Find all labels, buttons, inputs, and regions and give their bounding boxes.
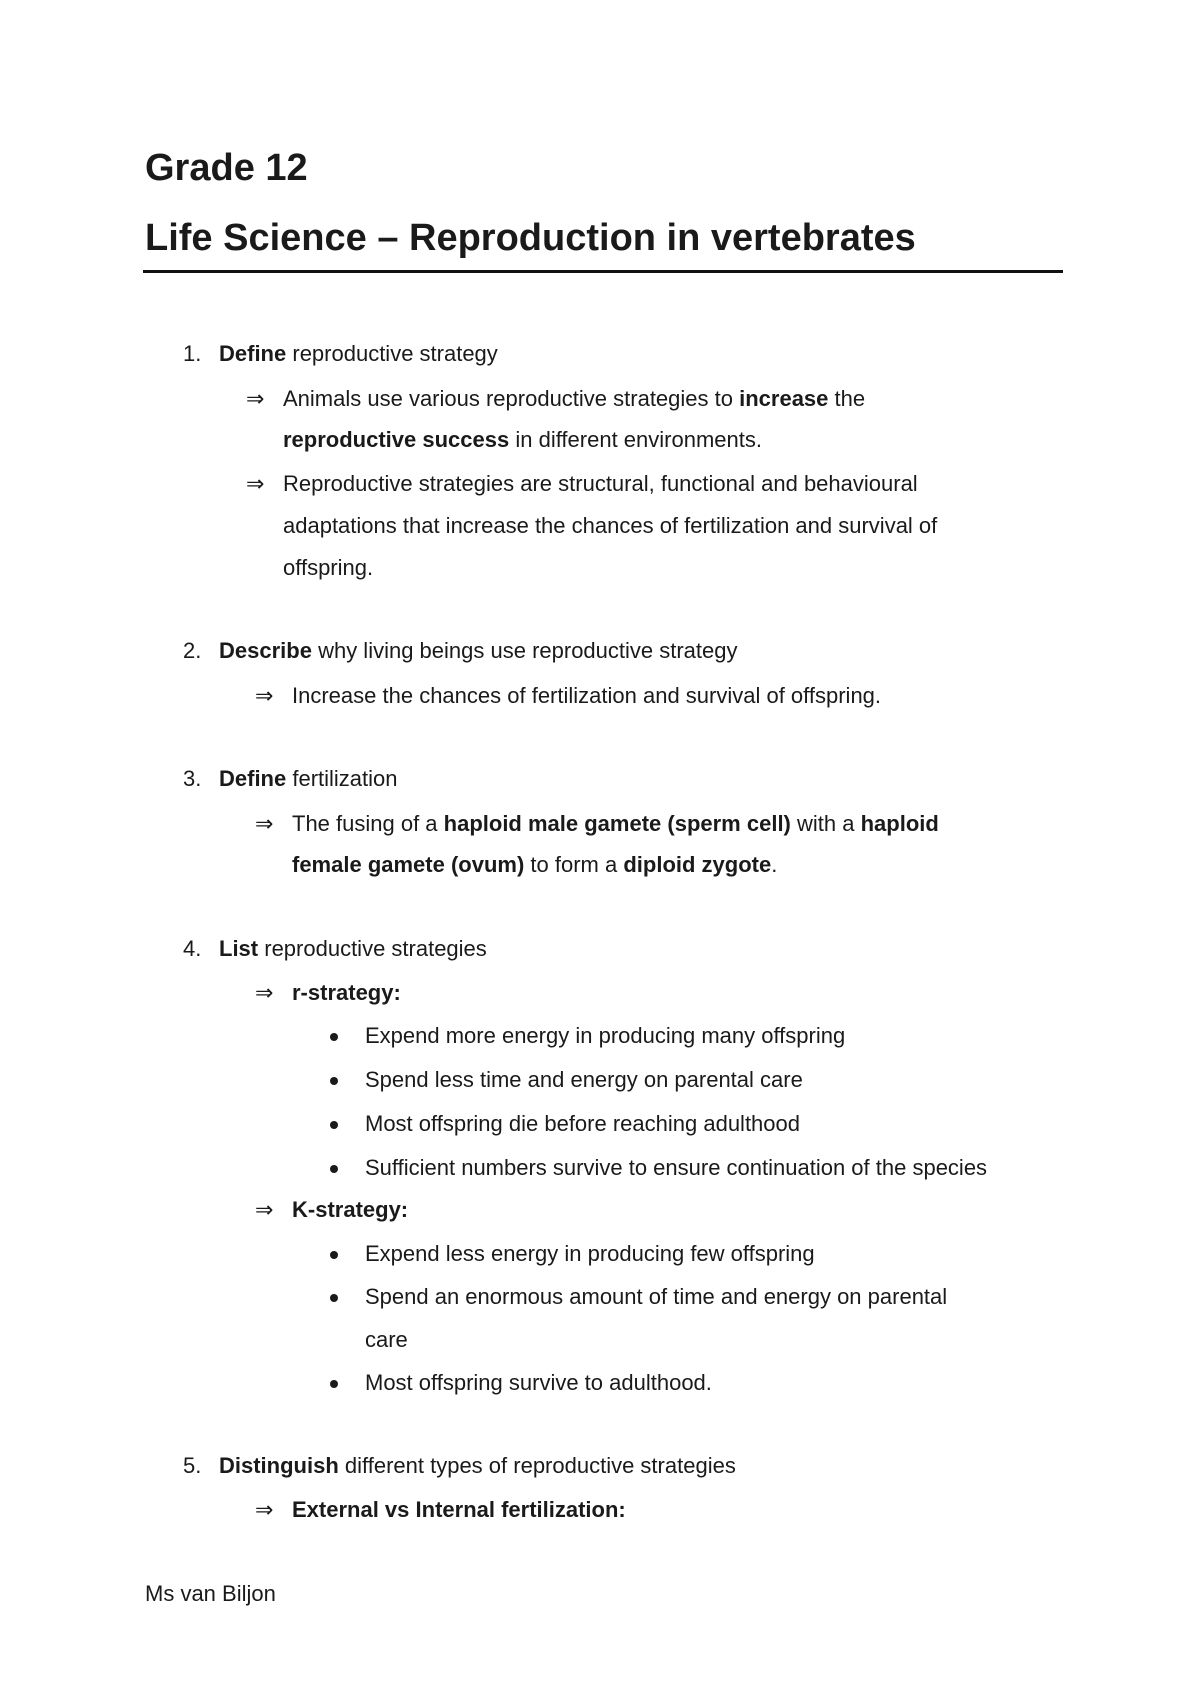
q3-number: 3. xyxy=(183,766,202,791)
footer-author: Ms van Biljon xyxy=(145,1581,276,1606)
r-strategy-item: Spend less time and energy on parental care xyxy=(365,1067,803,1092)
q1-answer-1-line-2: reproductive success in different environments. xyxy=(283,427,762,452)
arrow-icon: ⇒ xyxy=(255,811,274,836)
q1-number: 1. xyxy=(183,341,202,366)
bullet-icon xyxy=(330,1077,338,1085)
q1-answer-2-line-1: Reproductive strategies are structural, functional and behavioural xyxy=(283,471,918,496)
bullet-icon xyxy=(330,1380,338,1388)
q5-number: 5. xyxy=(183,1453,202,1478)
arrow-icon: ⇒ xyxy=(246,471,265,496)
k-strategy-item: Most offspring survive to adulthood. xyxy=(365,1370,712,1395)
arrow-icon: ⇒ xyxy=(255,1497,274,1522)
q2-question: Describe why living beings use reproductive strategy xyxy=(219,638,738,663)
q1-question: Define reproductive strategy xyxy=(219,341,498,366)
bullet-icon xyxy=(330,1033,338,1041)
q4-question: List reproductive strategies xyxy=(219,936,487,961)
bullet-icon xyxy=(330,1121,338,1129)
arrow-icon: ⇒ xyxy=(255,1197,274,1222)
k-strategy-label: K-strategy: xyxy=(292,1197,409,1222)
q2-number: 2. xyxy=(183,638,202,663)
r-strategy-item: Expend more energy in producing many offspring xyxy=(365,1023,846,1048)
grade-heading: Grade 12 xyxy=(145,147,308,189)
arrow-icon: ⇒ xyxy=(255,683,274,708)
r-strategy-item: Most offspring die before reaching adulthood xyxy=(365,1111,800,1136)
q2-answer: Increase the chances of fertilization and survival of offspring. xyxy=(292,683,882,708)
q5-question: Distinguish different types of reproductive strategies xyxy=(219,1453,736,1478)
bullet-icon xyxy=(330,1251,338,1259)
k-strategy-item-continued: care xyxy=(365,1327,408,1352)
bullet-icon xyxy=(330,1294,338,1302)
q1-answer-1-line-1: Animals use various reproductive strategies to increase the xyxy=(283,386,866,411)
r-strategy-label: r-strategy: xyxy=(292,980,401,1005)
q3-answer-line-2: female gamete (ovum) to form a diploid zygote. xyxy=(292,852,778,877)
q3-answer-line-1: The fusing of a haploid male gamete (sperm cell) with a haploid xyxy=(292,811,939,836)
k-strategy-item: Spend an enormous amount of time and energy on parental xyxy=(365,1284,948,1309)
arrow-icon: ⇒ xyxy=(255,980,274,1005)
heading-underline xyxy=(143,270,1063,273)
q5-sub-label: External vs Internal fertilization: xyxy=(292,1497,626,1522)
k-strategy-item: Expend less energy in producing few offspring xyxy=(365,1241,815,1266)
r-strategy-item: Sufficient numbers survive to ensure continuation of the species xyxy=(365,1155,988,1180)
q1-answer-2-line-3: offspring. xyxy=(283,555,374,580)
q4-number: 4. xyxy=(183,936,202,961)
q1-answer-2-line-2: adaptations that increase the chances of fertilization and survival of xyxy=(283,513,938,538)
subject-heading: Life Science – Reproduction in vertebrates xyxy=(145,217,916,259)
bullet-icon xyxy=(330,1165,338,1173)
arrow-icon: ⇒ xyxy=(246,386,265,411)
q3-question: Define fertilization xyxy=(219,766,398,791)
